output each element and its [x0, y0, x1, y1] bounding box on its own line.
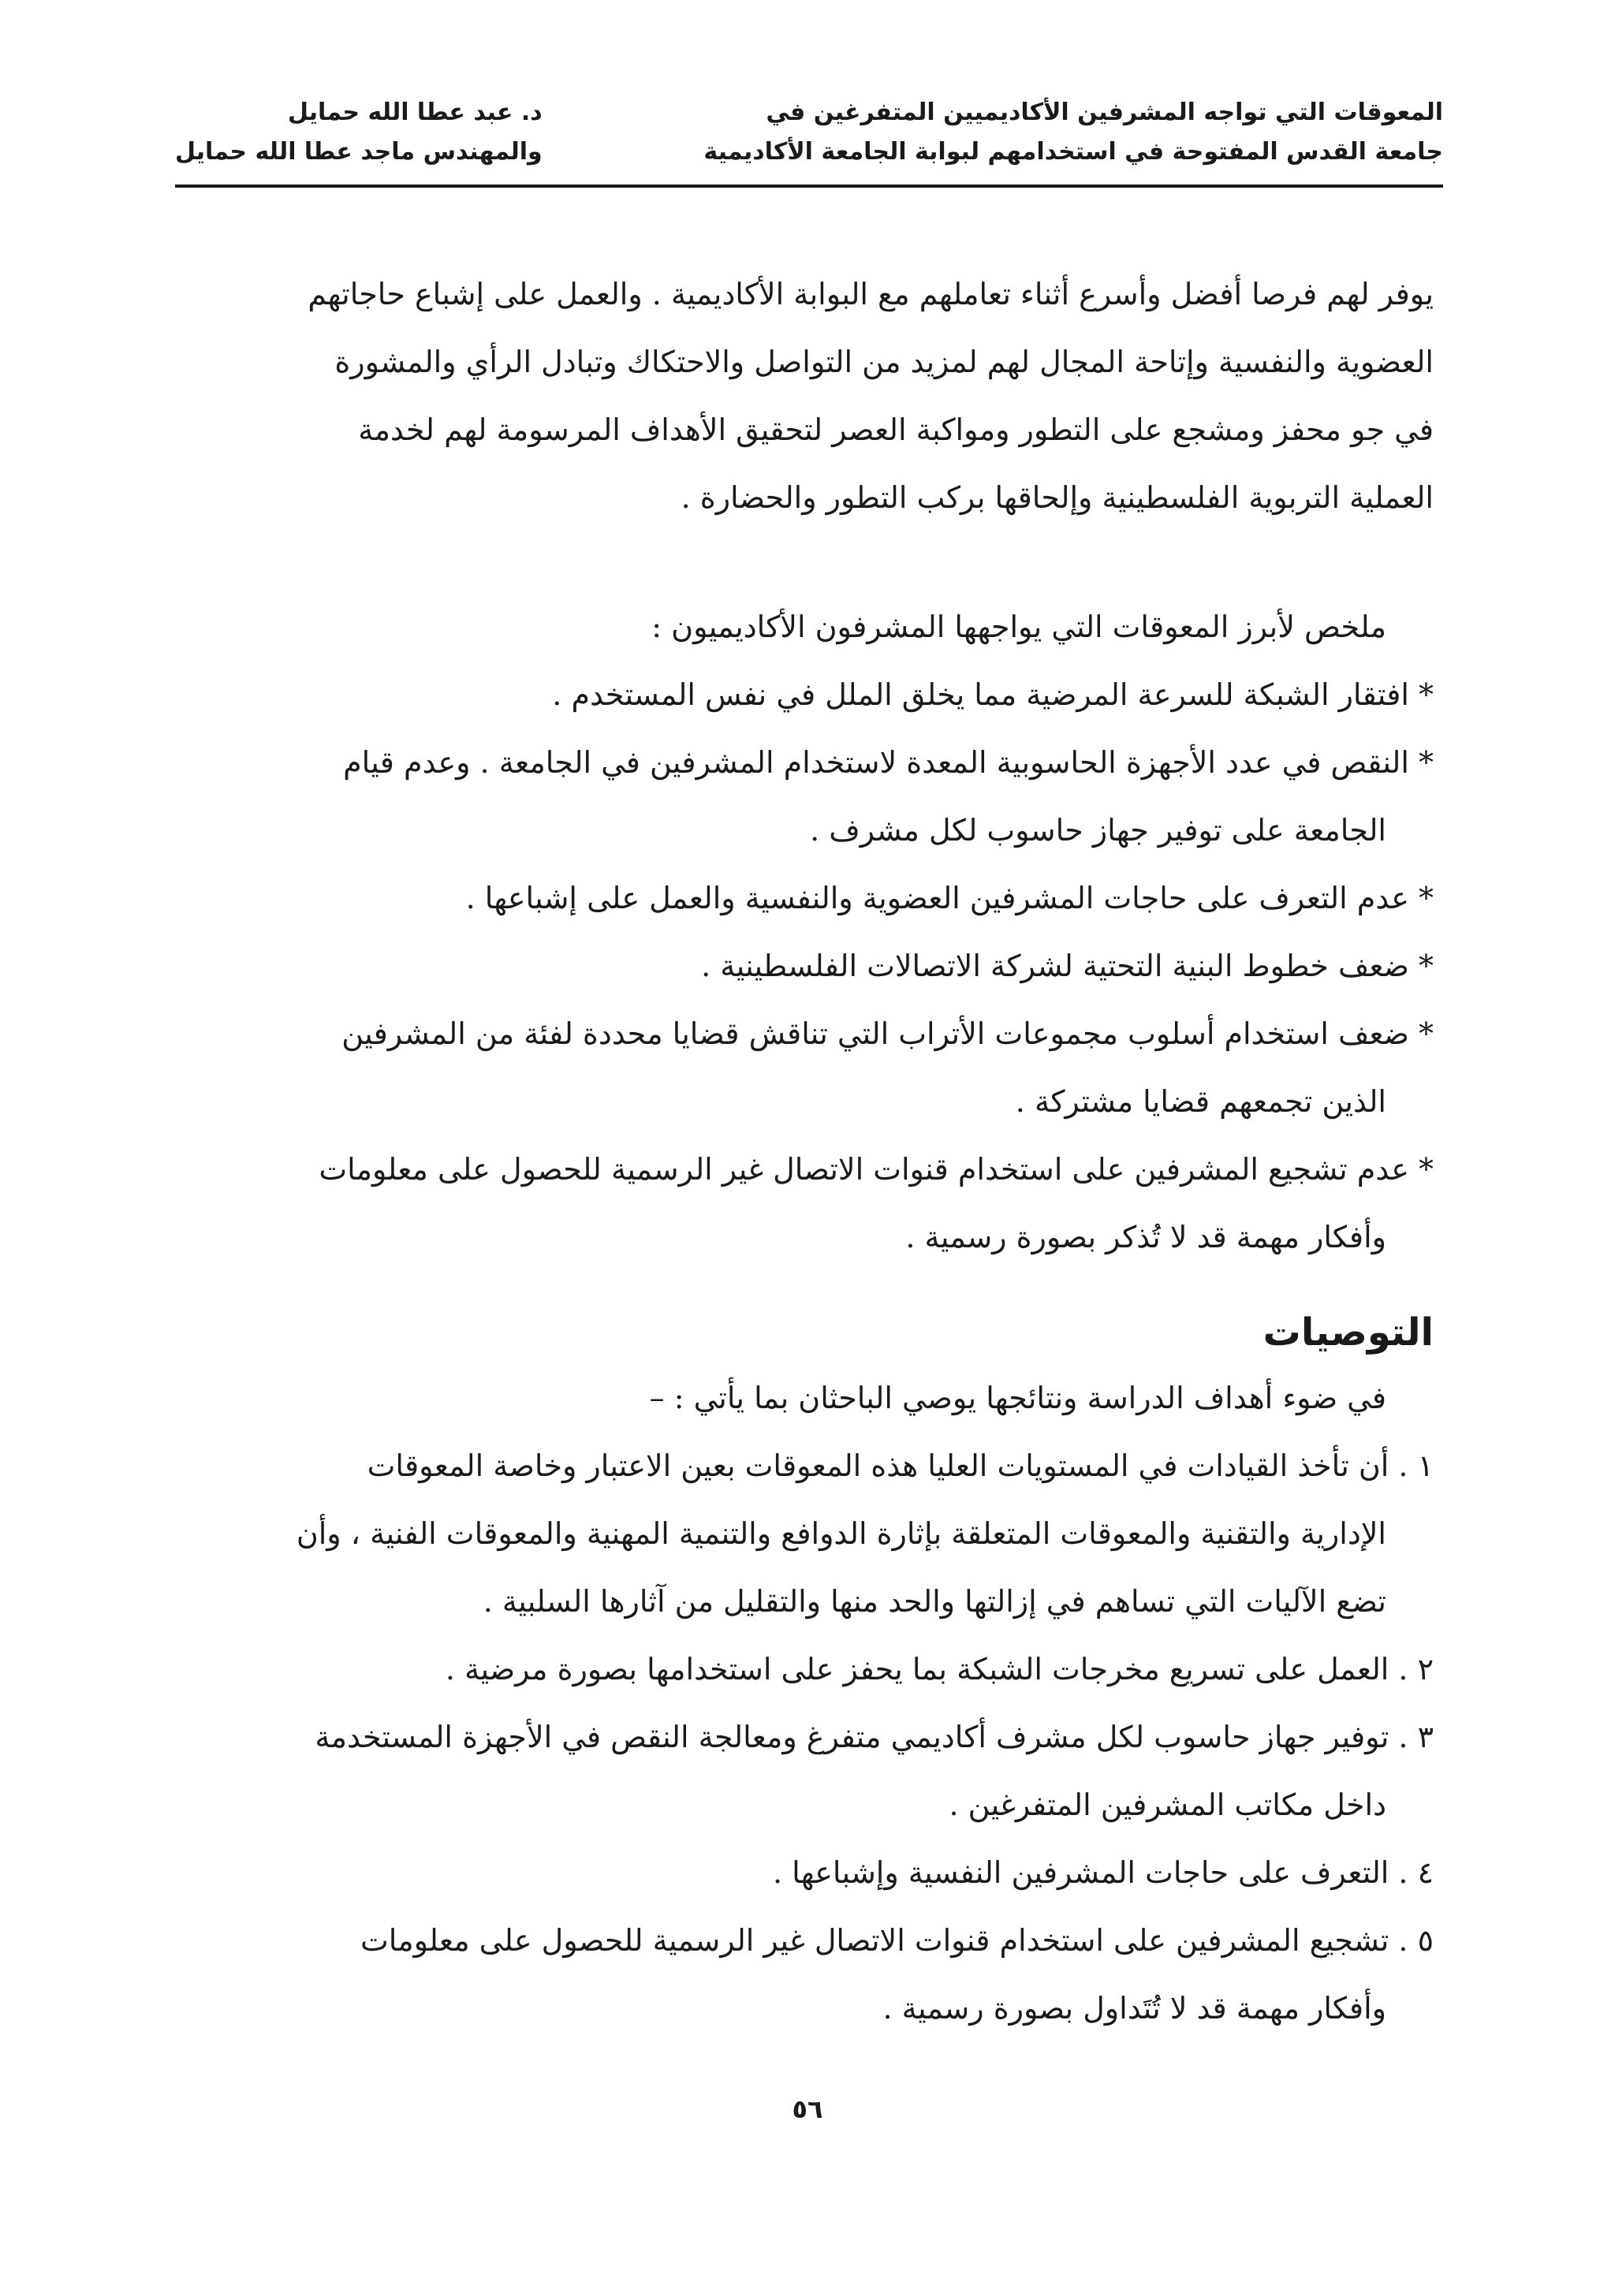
summary-item: * عدم تشجيع المشرفين على استخدام قنوات الاتصال غير الرسمية للحصول على معلومات — [319, 1152, 1434, 1187]
summary-section — [186, 593, 1434, 1271]
summary-item-continuation: وأفكار مهمة قد لا تُذكر بصورة رسمية . — [905, 1220, 1386, 1254]
recommendation-item-continuation: داخل مكاتب المشرفين المتفرغين . — [949, 1787, 1386, 1822]
page-number: ٥٦ — [792, 2094, 823, 2124]
recommendation-item: ٥ . تشجيع المشرفين على استخدام قنوات الاتصال غير الرسمية للحصول على معلومات — [360, 1923, 1434, 1958]
paragraph-line: العملية التربوية الفلسطينية وإلحاقها بركب التطور والحضارة . — [681, 480, 1434, 515]
header-title-line: جامعة القدس المفتوحة في استخدامهم لبوابة الجامعة الأكاديمية — [703, 138, 1443, 166]
paragraph-line: يوفر لهم فرصا أفضل وأسرع أثناء تعاملهم مع البوابة الأكاديمية . والعمل على إشباع حاجاتهم — [308, 277, 1434, 311]
recommendation-item: ١ . أن تأخذ القيادات في المستويات العليا هذه المعوقات بعين الاعتبار وخاصة المعوقات — [367, 1448, 1434, 1483]
recommendation-item: ٤ . التعرف على حاجات المشرفين النفسية وإشباعها . — [773, 1855, 1434, 1890]
header-author-line: د. عبد عطا الله حمايل — [288, 99, 543, 126]
summary-item: * عدم التعرف على حاجات المشرفين العضوية والنفسية والعمل على إشباعها . — [465, 881, 1434, 915]
summary-item-continuation: الجامعة على توفير جهاز حاسوب لكل مشرف . — [810, 813, 1386, 848]
summary-item: * ضعف خطوط البنية التحتية لشركة الاتصالات الفلسطينية . — [701, 949, 1434, 983]
recommendations-section — [186, 1364, 1434, 2042]
header-title — [703, 93, 1443, 172]
recommendation-item: ٢ . العمل على تسريع مخرجات الشبكة بما يحفز على استخدامها بصورة مرضية . — [445, 1652, 1434, 1687]
summary-item: * النقص في عدد الأجهزة الحاسوبية المعدة لاستخدام المشرفين في الجامعة . وعدم قيام — [343, 745, 1434, 780]
summary-item: * افتقار الشبكة للسرعة المرضية مما يخلق الملل في نفس المستخدم . — [552, 677, 1434, 712]
paragraph-line: في جو محفز ومشجع على التطور ومواكبة العصر لتحقيق الأهداف المرسومة لهم لخدمة — [358, 412, 1434, 447]
paragraph-conclusion — [186, 260, 1434, 531]
header-author-line: والمهندس ماجد عطا الله حمايل — [175, 138, 543, 166]
recommendation-item-continuation: وأفكار مهمة قد لا تُتَداول بصورة رسمية . — [882, 1991, 1386, 2026]
recommendations-intro: في ضوء أهداف الدراسة ونتائجها يوصي الباحثان بما يأتي : – — [649, 1381, 1386, 1415]
summary-item-continuation: الذين تجمعهم قضايا مشتركة . — [1015, 1084, 1386, 1119]
summary-intro: ملخص لأبرز المعوقات التي يواجهها المشرفون الأكاديميون : — [651, 609, 1386, 644]
recommendation-item-continuation: تضع الآليات التي تساهم في إزالتها والحد منها والتقليل من آثارها السلبية . — [483, 1584, 1386, 1619]
paragraph-line: العضوية والنفسية وإتاحة المجال لهم لمزيد من التواصل والاحتكاك وتبادل الرأي والمشورة — [334, 345, 1434, 379]
header-title-line: المعوقات التي تواجه المشرفين الأكاديميين المتفرغين في — [766, 99, 1443, 126]
recommendation-item-continuation: الإدارية والتقنية والمعوقات المتعلقة بإثارة الدوافع والتنمية المهنية والمعوقات الفنية ، وأن — [296, 1516, 1386, 1551]
running-header — [175, 93, 1443, 180]
header-divider — [175, 184, 1443, 188]
header-authors — [175, 93, 543, 172]
recommendation-item: ٣ . توفير جهاز حاسوب لكل مشرف أكاديمي متفرغ ومعالجة النقص في الأجهزة المستخدمة — [315, 1720, 1434, 1754]
summary-item: * ضعف استخدام أسلوب مجموعات الأتراب التي تناقش قضايا محددة لفئة من المشرفين — [341, 1016, 1434, 1051]
section-heading-recommendations: التوصيات — [1263, 1310, 1434, 1355]
